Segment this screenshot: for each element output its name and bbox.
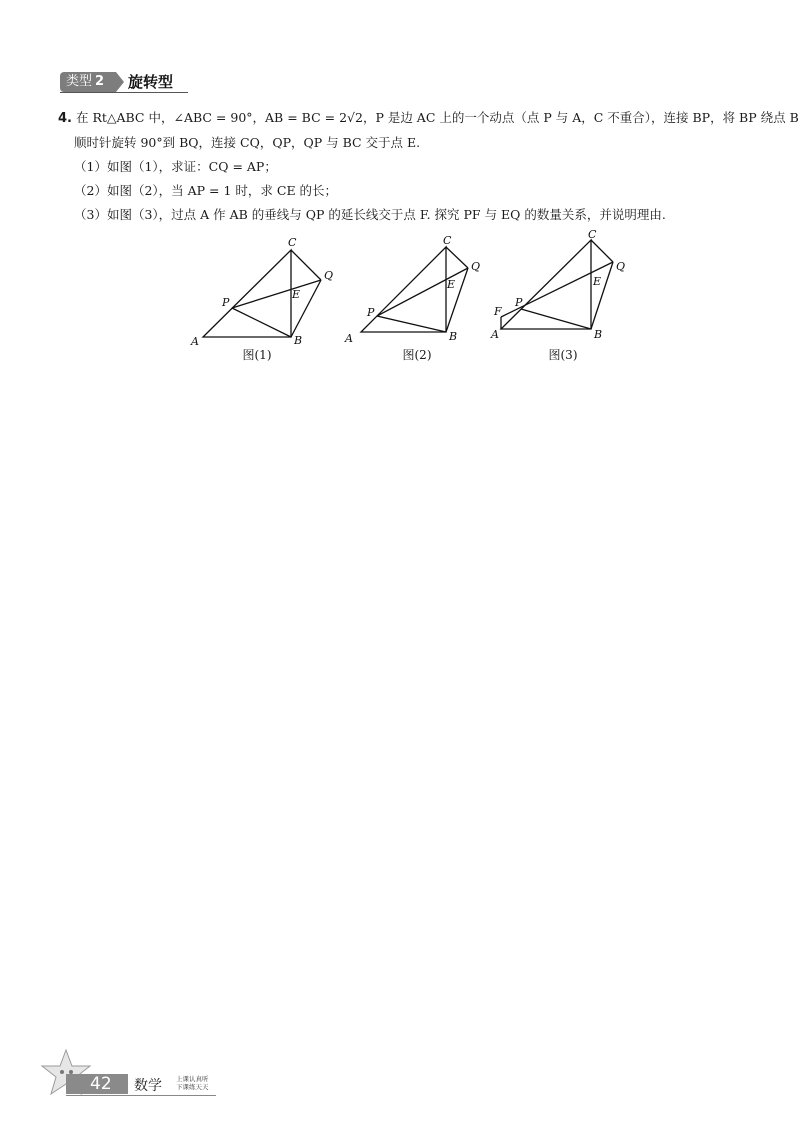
section-header: [60, 72, 188, 92]
type-badge-label: 类型: [66, 74, 93, 89]
type-badge: [60, 72, 116, 92]
header-underline: [60, 92, 188, 93]
label-A: A: [491, 328, 499, 341]
label-B: B: [594, 328, 603, 341]
figure-3-caption: 图(3): [548, 348, 578, 362]
figure-2-caption: 图(2): [402, 348, 432, 362]
label-B: B: [294, 334, 303, 347]
label-E: E: [447, 278, 456, 291]
label-P: P: [222, 296, 230, 309]
slogan-line-2: 下课练天天: [176, 1083, 209, 1091]
page-footer: [40, 1040, 240, 1094]
problem-statement-2: 顺时针旋转 90°到 BQ，连接 CQ，QP，QP 与 BC 交于点 E.: [74, 135, 421, 150]
figure-row: [185, 228, 655, 372]
label-Q: Q: [616, 260, 626, 273]
figure-1-caption: 图(1): [242, 348, 272, 362]
label-C: C: [288, 236, 297, 249]
label-C: C: [443, 234, 452, 247]
label-P: P: [367, 306, 375, 319]
label-Q: Q: [471, 260, 481, 273]
slogan-line-1: 上课认真听: [176, 1075, 209, 1083]
badge-arrow-icon: [116, 72, 124, 92]
problem-line-1: [58, 106, 799, 131]
label-E: E: [292, 288, 301, 301]
problem-part-1: （1）如图（1），求证：CQ = AP；: [74, 159, 277, 174]
footer-rule: [66, 1095, 216, 1096]
page-number: 42: [66, 1074, 128, 1094]
problem-statement-1: 在 Rt△ABC 中，∠ABC = 90°，AB = BC = 2√2，P 是边 AC 上的一个动点（点 P 与 A，C 不重合），连接 BP，将 BP 绕点 B: [75, 110, 799, 125]
label-B: B: [449, 330, 458, 343]
footer-subject: 数学: [134, 1078, 162, 1094]
problem-4: [58, 106, 799, 227]
label-E: E: [593, 275, 602, 288]
figure-1-diagram: [185, 232, 335, 350]
label-Q: Q: [324, 269, 334, 282]
problem-number: 4.: [58, 111, 72, 126]
problem-part-2: （2）如图（2），当 AP = 1 时，求 CE 的长；: [74, 183, 338, 198]
figure-3-diagram: [491, 228, 645, 350]
label-A: A: [345, 332, 353, 345]
figure-2-diagram: [343, 232, 493, 350]
problem-part-3: （3）如图（3），过点 A 作 AB 的垂线与 QP 的延长线交于点 F. 探究 PF 与 EQ 的数量关系，并说明理由.: [74, 207, 666, 222]
section-title: 旋转型: [128, 73, 174, 91]
footer-slogan: [176, 1075, 209, 1091]
label-P: P: [515, 296, 523, 309]
label-C: C: [588, 228, 597, 241]
figure-1: [185, 232, 335, 362]
type-badge-number: 2: [95, 74, 105, 89]
label-A: A: [191, 335, 199, 348]
figure-2: [343, 232, 493, 362]
figure-3: [491, 228, 645, 362]
label-F: F: [494, 305, 502, 318]
